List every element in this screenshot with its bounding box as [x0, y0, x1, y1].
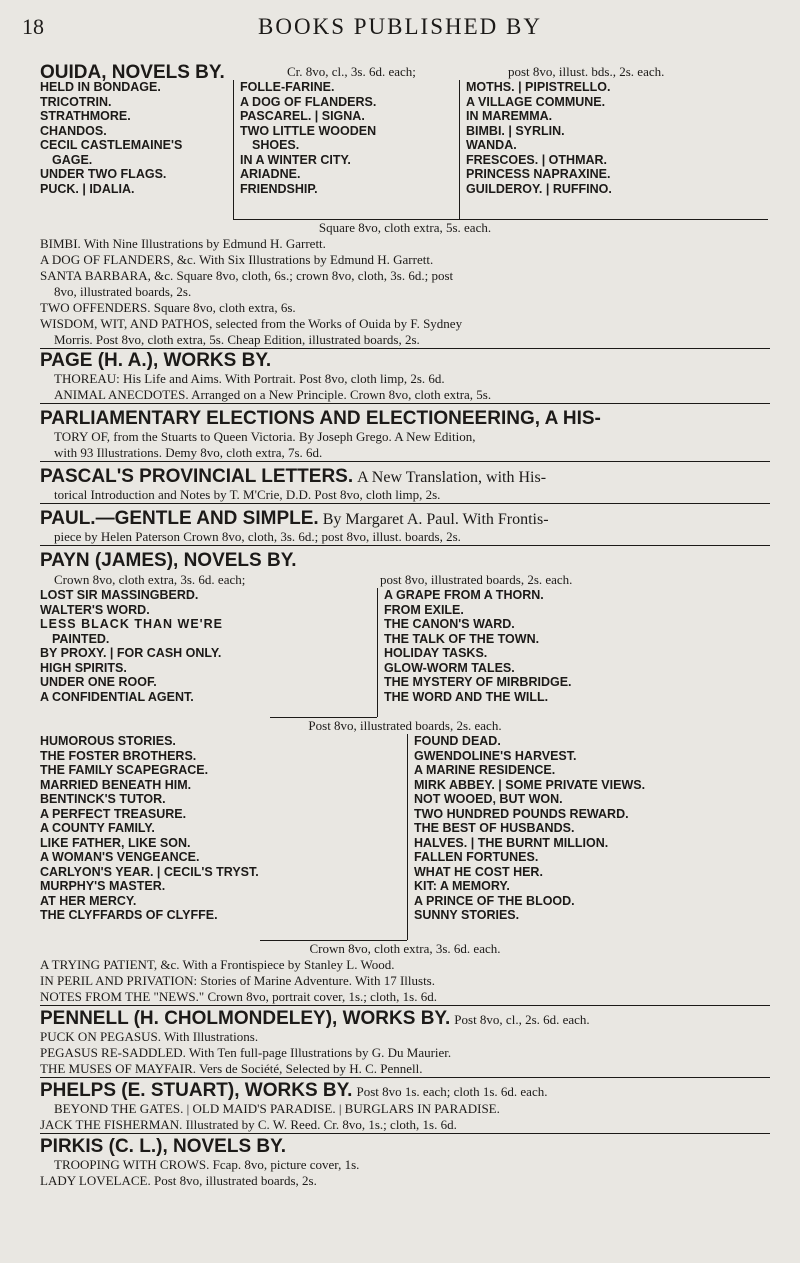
- book-title: UNDER ONE ROOF.: [40, 675, 157, 689]
- book-title: A MARINE RESIDENCE.: [414, 763, 556, 777]
- payn-editions: [40, 941, 770, 1006]
- book-title: THE TALK OF THE TOWN.: [384, 631, 540, 646]
- title-column: [466, 80, 766, 196]
- entry-line: A DOG OF FLANDERS, &c. With Six Illustrations by Edmund H. Garrett.: [40, 252, 434, 267]
- heading-tail: Post 8vo, cl., 2s. 6d. each.: [454, 1012, 590, 1027]
- page-header: [0, 6, 800, 44]
- book-title: A DOG OF FLANDERS.: [240, 94, 377, 109]
- book-title: FRESCOES. | OTHMAR.: [466, 152, 608, 167]
- book-title: MIRK ABBEY. | SOME PRIVATE VIEWS.: [414, 777, 646, 792]
- book-title: STRATHMORE.: [40, 109, 131, 123]
- book-title: NOT WOOED, BUT WON.: [414, 792, 563, 806]
- book-title: THE FAMILY SCAPEGRACE.: [40, 763, 209, 777]
- entry-line: TORY OF, from the Stuarts to Queen Victoria. By Joseph Grego. A New Edition,: [54, 429, 476, 444]
- title-column: [384, 588, 764, 704]
- edition-note: Crown 8vo, cloth extra, 3s. 6d. each.: [309, 941, 501, 956]
- author-heading: PENNELL (H. CHOLMONDELEY), WORKS BY.: [40, 1008, 451, 1029]
- title-column: [40, 734, 405, 923]
- entry-line: with 93 Illustrations. Demy 8vo, cloth extra, 7s. 6d.: [40, 445, 770, 462]
- book-title: TWO LITTLE WOODEN: [240, 123, 377, 138]
- pascal-section: [40, 466, 770, 504]
- book-title: BENTINCK'S TUTOR.: [40, 792, 166, 806]
- book-title: CHANDOS.: [40, 123, 107, 138]
- title-column: [40, 80, 230, 196]
- book-title: BIMBI. | SYRLIN.: [466, 123, 565, 138]
- entry-line: TROOPING WITH CROWS. Fcap. 8vo, picture cover, 1s.: [54, 1157, 360, 1172]
- ouida-editions: [40, 220, 770, 349]
- book-title: MOTHS. | PIPISTRELLO.: [466, 80, 611, 94]
- book-title: HELD IN BONDAGE.: [40, 80, 161, 94]
- entry-line: WISDOM, WIT, AND PATHOS, selected from the Works of Ouida by F. Sydney: [40, 316, 463, 331]
- book-title: CECIL CASTLEMAINE'S: [40, 138, 183, 152]
- column-divider: [407, 734, 408, 940]
- heading-row: [40, 1080, 770, 1101]
- pennell-section: [40, 1008, 770, 1078]
- book-title: CARLYON'S YEAR. | CECIL'S TRYST.: [40, 864, 259, 879]
- book-title: IN A WINTER CITY.: [240, 152, 351, 167]
- entry-line: NOTES FROM THE "NEWS." Crown 8vo, portrait cover, 1s.; cloth, 1s. 6d.: [40, 989, 770, 1006]
- author-heading: PHELPS (E. STUART), WORKS BY.: [40, 1080, 353, 1101]
- book-title: THE FOSTER BROTHERS.: [40, 748, 197, 763]
- author-heading: OUIDA, NOVELS BY.: [40, 62, 225, 83]
- price-note: Crown 8vo, cloth extra, 3s. 6d. each;: [54, 572, 246, 587]
- author-heading: PAYN (JAMES), NOVELS BY.: [40, 550, 297, 571]
- book-title: GUILDEROY. | RUFFINO.: [466, 181, 612, 196]
- heading-row: [40, 466, 770, 487]
- book-title: GWENDOLINE'S HARVEST.: [414, 748, 577, 763]
- book-title: KIT: A MEMORY.: [414, 879, 510, 893]
- parliamentary-section: [40, 408, 770, 462]
- entry-line: torical Introduction and Notes by T. M'Crie, D.D. Post 8vo, cloth limp, 2s.: [40, 487, 770, 504]
- book-title: FOUND DEAD.: [414, 734, 501, 748]
- column-divider: [233, 80, 234, 219]
- heading-tail: By Margaret A. Paul. With Frontis-: [322, 511, 549, 528]
- book-title: PUCK. | IDALIA.: [40, 181, 135, 196]
- entry-line: A TRYING PATIENT, &c. With a Frontispiece by Stanley L. Wood.: [40, 957, 395, 972]
- heading-row: [40, 1008, 770, 1029]
- title-column: [240, 80, 455, 196]
- author-heading: PASCAL'S PROVINCIAL LETTERS.: [40, 466, 354, 487]
- paul-section: [40, 508, 770, 546]
- book-title: WHAT HE COST HER.: [414, 864, 543, 879]
- book-title: PRINCESS NAPRAXINE.: [466, 167, 611, 181]
- book-title: HALVES. | THE BURNT MILLION.: [414, 835, 609, 850]
- author-heading: PIRKIS (C. L.), NOVELS BY.: [40, 1136, 286, 1157]
- entry-line: ANIMAL ANECDOTES. Arranged on a New Principle. Crown 8vo, cloth extra, 5s.: [40, 387, 770, 404]
- title-column: [40, 588, 375, 704]
- entry-line: JACK THE FISHERMAN. Illustrated by C. W. Reed. Cr. 8vo, 1s.; cloth, 1s. 6d.: [40, 1117, 770, 1134]
- book-title: LIKE FATHER, LIKE SON.: [40, 835, 191, 850]
- book-title: WALTER'S WORD.: [40, 602, 150, 617]
- book-title: FRIENDSHIP.: [240, 181, 318, 196]
- page-ha-section: [40, 350, 770, 404]
- book-title: PASCAREL. | SIGNA.: [240, 109, 365, 123]
- price-note: post 8vo, illust. bds., 2s. each.: [508, 64, 665, 79]
- book-title: LESS BLACK THAN WE'RE: [40, 617, 223, 631]
- book-title: A CONFIDENTIAL AGENT.: [40, 689, 194, 704]
- book-title: PAINTED.: [52, 631, 110, 646]
- entry-line: SANTA BARBARA, &c. Square 8vo, cloth, 6s.; crown 8vo, cloth, 3s. 6d.; post: [40, 268, 454, 283]
- book-title: A PRINCE OF THE BLOOD.: [414, 893, 575, 908]
- book-title: FALLEN FORTUNES.: [414, 850, 539, 864]
- entry-line: piece by Helen Paterson Crown 8vo, cloth, 3s. 6d.; post 8vo, illust. boards, 2s.: [40, 529, 770, 546]
- entry-line: IN PERIL AND PRIVATION: Stories of Marine Adventure. With 17 Illusts.: [40, 973, 435, 988]
- book-title: THE BEST OF HUSBANDS.: [414, 821, 575, 835]
- entry-line: BEYOND THE GATES. | OLD MAID'S PARADISE. | BURGLARS IN PARADISE.: [54, 1101, 500, 1116]
- entry-line: THE MUSES OF MAYFAIR. Vers de Société, Selected by H. C. Pennell.: [40, 1061, 770, 1078]
- book-title: A WOMAN'S VENGEANCE.: [40, 850, 200, 864]
- book-title: TWO HUNDRED POUNDS REWARD.: [414, 806, 629, 821]
- pirkis-section: [40, 1136, 770, 1189]
- book-title: A VILLAGE COMMUNE.: [466, 94, 606, 109]
- author-heading: PARLIAMENTARY ELECTIONS AND ELECTIONEERING, A HIS-: [40, 408, 601, 429]
- book-title: TRICOTRIN.: [40, 94, 112, 109]
- column-divider: [377, 588, 378, 717]
- title-column: [414, 734, 769, 923]
- book-title: FOLLE-FARINE.: [240, 80, 335, 94]
- book-title: A GRAPE FROM A THORN.: [384, 588, 544, 602]
- heading-tail: Post 8vo 1s. each; cloth 1s. 6d. each.: [356, 1084, 548, 1099]
- book-title: A COUNTY FAMILY.: [40, 821, 155, 835]
- author-heading: PAGE (H. A.), WORKS BY.: [40, 350, 272, 371]
- book-title: THE CANON'S WARD.: [384, 617, 515, 631]
- book-title: ARIADNE.: [240, 167, 301, 181]
- running-title: BOOKS PUBLISHED BY: [258, 14, 542, 39]
- author-heading: PAUL.—GENTLE AND SIMPLE.: [40, 508, 319, 529]
- entry-line: PEGASUS RE-SADDLED. With Ten full-page Illustrations by G. Du Maurier.: [40, 1045, 452, 1060]
- entry-line: 8vo, illustrated boards, 2s.: [54, 284, 192, 299]
- column-divider: [459, 80, 460, 219]
- book-title: THE WORD AND THE WILL.: [384, 689, 549, 704]
- book-title: BY PROXY. | FOR CASH ONLY.: [40, 646, 222, 660]
- page-number: 18: [22, 14, 44, 39]
- book-title: FROM EXILE.: [384, 602, 464, 617]
- edition-note: Post 8vo, illustrated boards, 2s. each.: [308, 718, 502, 733]
- book-title: AT HER MERCY.: [40, 893, 137, 908]
- phelps-section: [40, 1080, 770, 1134]
- heading-row: [40, 508, 770, 529]
- entry-line: TWO OFFENDERS. Square 8vo, cloth extra, 6s.: [40, 300, 296, 315]
- book-title: LOST SIR MASSINGBERD.: [40, 588, 199, 602]
- book-title: SUNNY STORIES.: [414, 908, 520, 922]
- entry-line: LADY LOVELACE. Post 8vo, illustrated boards, 2s.: [40, 1173, 317, 1188]
- book-title: HIGH SPIRITS.: [40, 660, 127, 675]
- book-title: IN MAREMMA.: [466, 109, 553, 123]
- book-title: THE MYSTERY OF MIRBRIDGE.: [384, 675, 572, 689]
- edition-note: Square 8vo, cloth extra, 5s. each.: [318, 220, 492, 235]
- entry-line: Morris. Post 8vo, cloth extra, 5s. Cheap Edition, illustrated boards, 2s.: [40, 332, 770, 349]
- entry-line: BIMBI. With Nine Illustrations by Edmund H. Garrett.: [40, 236, 326, 251]
- book-title: MARRIED BENEATH HIM.: [40, 777, 192, 792]
- price-note: post 8vo, illustrated boards, 2s. each.: [380, 572, 573, 587]
- entry-line: THOREAU: His Life and Aims. With Portrait. Post 8vo, cloth limp, 2s. 6d.: [54, 371, 445, 386]
- book-title: GAGE.: [52, 152, 93, 167]
- entry-line: PUCK ON PEGASUS. With Illustrations.: [40, 1029, 259, 1044]
- book-title: MURPHY'S MASTER.: [40, 879, 166, 893]
- payn-section: [40, 550, 770, 587]
- price-note: Cr. 8vo, cl., 3s. 6d. each;: [287, 64, 416, 79]
- book-title: WANDA.: [466, 138, 517, 152]
- book-title: SHOES.: [252, 138, 300, 152]
- book-title: GLOW-WORM TALES.: [384, 660, 515, 675]
- book-title: HUMOROUS STORIES.: [40, 734, 176, 748]
- book-title: A PERFECT TREASURE.: [40, 806, 187, 821]
- book-title: THE CLYFFARDS OF CLYFFE.: [40, 908, 218, 922]
- book-title: UNDER TWO FLAGS.: [40, 167, 167, 181]
- heading-tail: A New Translation, with His-: [357, 469, 547, 486]
- book-title: HOLIDAY TASKS.: [384, 646, 488, 660]
